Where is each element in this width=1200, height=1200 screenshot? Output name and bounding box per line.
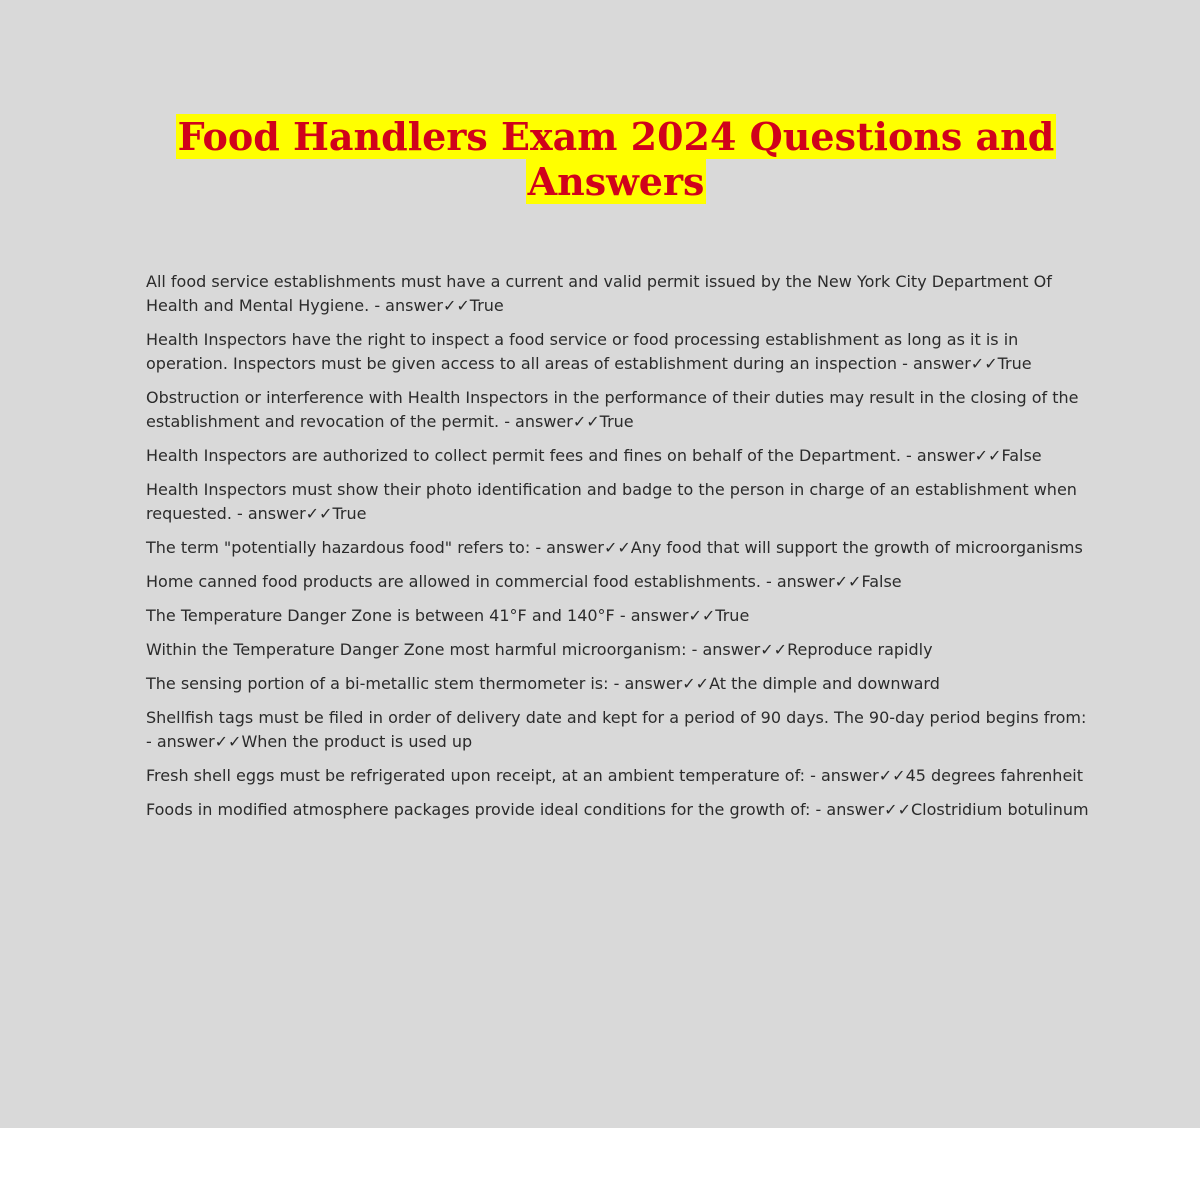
qa-item-10: The sensing portion of a bi-metallic stem thermometer is: - answer✓✓At the dimple and downward	[146, 674, 940, 693]
qa-item-11: Shellfish tags must be filed in order of delivery date and kept for a period of 90 days. The 90-day period begins from: - answer✓✓When the product is used up	[146, 708, 1087, 751]
qa-item-7: Home canned food products are allowed in commercial food establishments. - answer✓✓False	[146, 572, 902, 591]
qa-item-2: Health Inspectors have the right to inspect a food service or food processing establishment as long as it is in operation. Inspectors must be given access to all areas of establishment during an inspection - answer✓✓True	[146, 330, 1032, 373]
title-line-2: Answers	[527, 159, 705, 204]
qa-item-12: Fresh shell eggs must be refrigerated upon receipt, at an ambient temperature of: - answer✓✓45 degrees fahrenheit	[146, 766, 1083, 785]
qa-item-8: The Temperature Danger Zone is between 41°F and 140°F - answer✓✓True	[146, 606, 750, 625]
qa-item-1: All food service establishments must have a current and valid permit issued by the New York City Department Of Health and Mental Hygiene. - answer✓✓True	[146, 272, 1052, 315]
qa-item-3: Obstruction or interference with Health Inspectors in the performance of their duties may result in the closing of the establishment and revocation of the permit. - answer✓✓True	[146, 388, 1079, 431]
qa-item-9: Within the Temperature Danger Zone most harmful microorganism: - answer✓✓Reproduce rapidly	[146, 640, 933, 659]
qa-item-13: Foods in modified atmosphere packages provide ideal conditions for the growth of: - answer✓✓Clostridium botulinum	[146, 800, 1089, 819]
qa-item-4: Health Inspectors are authorized to collect permit fees and fines on behalf of the Department. - answer✓✓False	[146, 446, 1042, 465]
qa-item-5: Health Inspectors must show their photo identification and badge to the person in charge of an establishment when requested. - answer✓✓True	[146, 480, 1077, 523]
qa-list	[146, 270, 1096, 832]
title-line-1: Food Handlers Exam 2024 Questions and	[177, 114, 1055, 159]
qa-item-6: The term "potentially hazardous food" refers to: - answer✓✓Any food that will support the growth of microorganisms	[146, 538, 1083, 557]
document-title	[0, 114, 1200, 204]
